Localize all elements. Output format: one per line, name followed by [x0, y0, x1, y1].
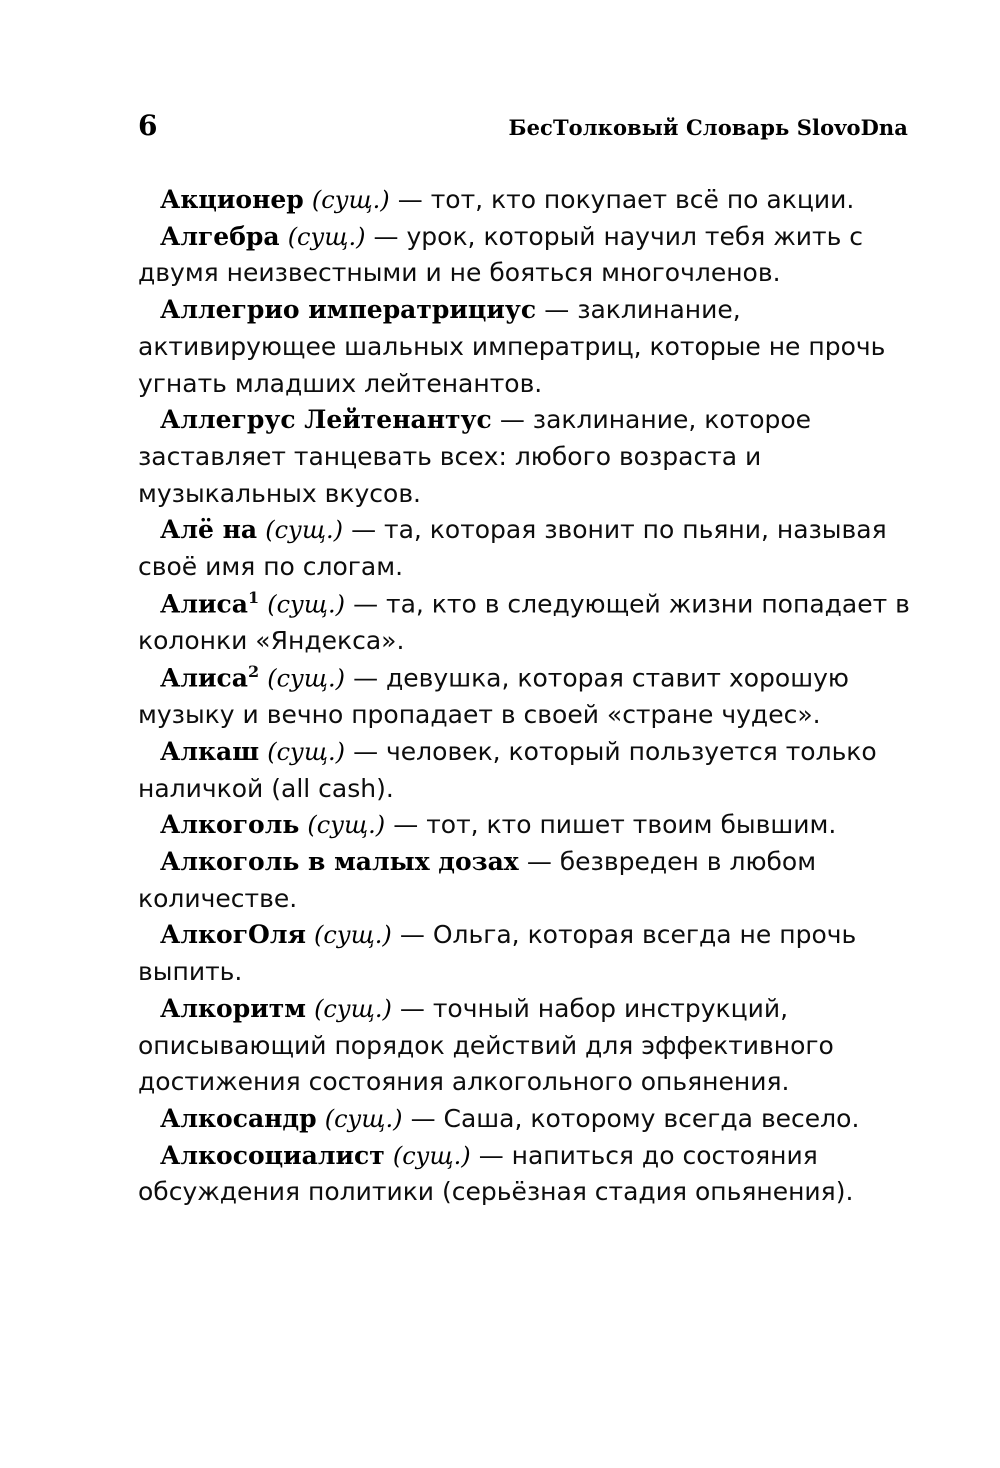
entry-part-of-speech: (сущ.): [287, 222, 366, 251]
entry-part-of-speech: (сущ.): [267, 590, 345, 619]
dictionary-entry: [138, 586, 910, 660]
entry-term: АлкогОля: [160, 920, 306, 950]
entry-definition: — тот, кто покупает всё по акции.: [397, 185, 855, 214]
entry-part-of-speech: (сущ.): [324, 1104, 403, 1133]
entry-part-of-speech: (сущ.): [267, 737, 345, 766]
entry-term: Аллегрус Лейтенантус: [160, 405, 492, 435]
entry-term: Алкоголь в малых дозах: [160, 846, 519, 876]
entry-definition: — заклинание, которое заставляет танцевать всех: любого возраста и музыкальных вкусов.: [138, 405, 812, 508]
entry-definition: — Саша, которому всегда весело.: [410, 1103, 860, 1133]
entry-definition: — напиться до состояния обсуждения политики (серьёзная стадия опьянения).: [138, 1140, 854, 1207]
entry-term: Алкоритм: [160, 993, 306, 1023]
entry-definition: — девушка, которая ставит хорошую музыку и вечно пропадает в своей «стране чудес».: [138, 663, 849, 730]
entry-term: Алиса: [160, 589, 248, 619]
entry-part-of-speech: (сущ.): [392, 1141, 471, 1170]
dictionary-entry: [138, 660, 910, 734]
entry-term: Алиса: [160, 663, 248, 693]
entry-term: Алкосоциалист: [160, 1140, 385, 1170]
entry-part-of-speech: (сущ.): [314, 921, 392, 950]
entry-definition: — безвреден в любом количестве.: [138, 846, 817, 913]
entry-definition: — заклинание, активирующее шальных императриц, которые не прочь угнать младших лейтенантов.: [138, 295, 886, 398]
dictionary-entry: [138, 991, 910, 1101]
entry-term: Аллегрио императрициус: [160, 295, 537, 325]
running-title: БесТолковый Словарь SlovoDna: [508, 115, 908, 140]
entry-term: Алгебра: [160, 221, 280, 251]
dictionary-entry: [138, 182, 910, 219]
entry-definition: — та, кто в следующей жизни попадает в колонки «Яндекса».: [138, 589, 910, 656]
entry-part-of-speech: (сущ.): [307, 811, 386, 840]
entry-definition: — та, которая звонит по пьяни, называя своё имя по слогам.: [138, 515, 887, 582]
entry-term: Алё на: [160, 515, 258, 545]
page-number: 6: [138, 109, 158, 142]
dictionary-entry: [138, 917, 910, 990]
entry-definition: — точный набор инструкций, описывающий порядок действий для эффективного достижения состояния алкогольного опьянения.: [138, 993, 834, 1097]
entry-term: Алкаш: [160, 736, 260, 766]
dictionary-entry: [138, 734, 910, 807]
entry-definition: — тот, кто пишет твоим бывшим.: [393, 810, 837, 840]
dictionary-entry: [138, 1138, 910, 1211]
dictionary-entry: [138, 1101, 910, 1138]
entry-part-of-speech: (сущ.): [311, 186, 390, 214]
entry-definition: — Ольга, которая всегда не прочь выпить.: [138, 920, 857, 987]
entry-term: Алкоголь: [160, 810, 300, 840]
entry-term: Акционер: [160, 185, 304, 214]
entry-homonym-index: 2: [247, 661, 260, 681]
page-header: [138, 109, 908, 142]
dictionary-entry: [138, 807, 910, 844]
entry-term: Алкосандр: [160, 1103, 317, 1133]
entry-definition: — урок, который научил тебя жить с двумя неизвестными и не бояться многочленов.: [138, 221, 864, 288]
dictionary-entry: [138, 512, 910, 585]
entry-list: [138, 182, 910, 1211]
dictionary-entry: [138, 844, 910, 917]
dictionary-entry: [138, 219, 910, 292]
entry-homonym-index: 1: [247, 587, 260, 607]
entry-part-of-speech: (сущ.): [267, 664, 345, 693]
entry-part-of-speech: (сущ.): [314, 994, 392, 1023]
dictionary-entry: [138, 292, 910, 402]
entry-definition: — человек, который пользуется только наличкой (all cash).: [138, 736, 877, 803]
entry-part-of-speech: (сущ.): [265, 516, 343, 545]
dictionary-entry: [138, 402, 910, 512]
